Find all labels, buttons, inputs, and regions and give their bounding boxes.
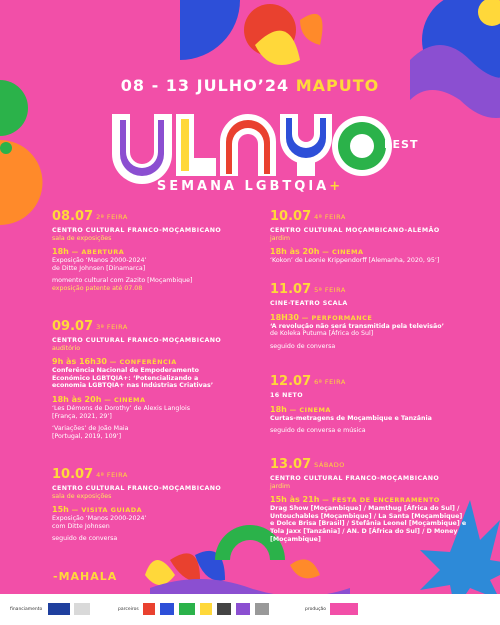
event-venue: 16 NETO bbox=[270, 392, 303, 399]
lineup-line: Drag Show [Moçambique] / Mamthug [África do Sul] / bbox=[270, 505, 460, 513]
blue-quarter-shape bbox=[180, 0, 240, 60]
event-time: 18h bbox=[270, 404, 287, 414]
event-activity: CINEMA bbox=[331, 248, 364, 257]
mahala-label: -MAHALA bbox=[53, 570, 118, 583]
event-time: 15h bbox=[52, 505, 69, 515]
event-venue: CENTRO CULTURAL MOÇAMBICANO-ALEMÃO bbox=[270, 227, 440, 234]
event-activity: PERFORMANCE bbox=[311, 313, 373, 322]
ulayo-fest-logo bbox=[112, 114, 419, 178]
event-12-07: 12.07 $^{6ª FEIRA}$ 16 NETO 18h — CINEMA Curtas-metragens de Moçambique e Tanzânia seguido de conversa e música bbox=[270, 375, 470, 435]
lineup-line: [Moçambique] bbox=[270, 535, 321, 543]
date-range: 08 - 13 JULHO’24 bbox=[120, 76, 290, 95]
event-note: exposição patente até 07.08 bbox=[52, 284, 143, 292]
event-weekday: 4ª FEIRA bbox=[314, 213, 346, 221]
event-time: 18h às 20h bbox=[270, 247, 320, 257]
event-08-07: 08.07 $^{2ª FEIRA}$ CENTRO CULTURAL FRANCO-MOÇAMBICANO sala de exposições 18h — ABERTURA Exposição ‘Manos 2000-2024’ de Ditte Johnsen [Dinamarca] momento cultural com Zazito [Moçambique] exposição patente até 07.08 bbox=[52, 210, 257, 293]
event-11-07: 11.07 $^{5ª FEIRA}$ CINE-TEATRO SCALA 18H30 — PERFORMANCE ‘A revolução não será transmitida pela televisão’ de Koleka Putuma [África do Sul] seguido de conversa bbox=[270, 283, 470, 350]
event-venue: CENTRO CULTURAL FRANCO-MOÇAMBICANO bbox=[270, 475, 440, 482]
event-day: 08.07 bbox=[52, 209, 94, 224]
event-room: jardim bbox=[270, 482, 290, 490]
event-extra: seguido de conversa bbox=[52, 535, 118, 543]
event-activity: CINEMA bbox=[299, 405, 331, 414]
orange-drop-bottom bbox=[290, 559, 320, 578]
event-day: 12.07 bbox=[270, 374, 312, 389]
event-venue: CENTRO CULTURAL FRANCO-MOÇAMBICANO bbox=[52, 337, 222, 344]
partners-label: parceiros bbox=[118, 607, 139, 612]
partner-logo bbox=[179, 603, 195, 615]
partner-logo bbox=[255, 603, 269, 615]
event-day: 10.07 bbox=[270, 209, 312, 224]
event-line: economia LGBTQIA+ nas Indústrias Criativas’ bbox=[52, 382, 214, 390]
production-label: produção bbox=[305, 607, 327, 612]
event-venue: CENTRO CULTURAL FRANCO-MOÇAMBICANO bbox=[52, 485, 222, 492]
event-venue: CINE-TEATRO SCALA bbox=[270, 300, 348, 307]
film-line: ‘Variações’ de João Maia bbox=[52, 425, 129, 433]
event-line: de Koleka Putuma [África do Sul] bbox=[270, 330, 374, 338]
event-day: 09.07 bbox=[52, 319, 94, 334]
sponsor-logo bbox=[74, 603, 90, 615]
event-room: sala de exposições bbox=[52, 492, 112, 500]
film-line: [França, 2021, 29’] bbox=[52, 412, 112, 420]
event-line: ‘Kokon’ de Leonie Krippendorff [Alemanha, 2020, 95’] bbox=[270, 257, 440, 265]
partner-logo bbox=[236, 603, 250, 615]
event-line: Curtas-metragens de Moçambique e Tanzânia bbox=[270, 414, 432, 422]
event-activity: VISITA GUIADA bbox=[81, 506, 143, 515]
event-time: 15h às 21h bbox=[270, 495, 320, 505]
event-activity: ABERTURA bbox=[81, 248, 125, 257]
event-activity: CINEMA bbox=[113, 395, 146, 404]
event-line: Exposição ‘Manos 2000-2024’ bbox=[52, 257, 147, 265]
event-activity: CONFERÊNCIA bbox=[119, 358, 177, 367]
film-line: [Portugal, 2019, 109’] bbox=[52, 432, 122, 440]
event-line: com Ditte Johnsen bbox=[52, 522, 110, 530]
event-line: Conferência Nacional de Empoderamento bbox=[52, 367, 199, 375]
event-weekday: 4ª FEIRA bbox=[96, 471, 128, 479]
producer-logo bbox=[330, 603, 358, 615]
event-room: jardim bbox=[270, 234, 290, 242]
orange-petal bbox=[300, 14, 323, 45]
subtitle bbox=[0, 179, 500, 194]
event-room: sala de exposições bbox=[52, 234, 112, 242]
event-day: 10.07 bbox=[52, 467, 94, 482]
event-day: 11.07 bbox=[270, 282, 312, 297]
partner-logo bbox=[160, 603, 174, 615]
partner-logo bbox=[217, 603, 231, 615]
financing-label: financiamento bbox=[10, 607, 43, 612]
subtitle-text: SEMANA LGBTQIA bbox=[156, 179, 330, 194]
event-weekday: 5ª FEIRA bbox=[314, 286, 346, 294]
event-time: 18H30 bbox=[270, 312, 299, 322]
event-extra: seguido de conversa bbox=[270, 342, 336, 350]
event-10-07-left: 10.07 $^{4ª FEIRA}$ CENTRO CULTURAL FRANCO-MOÇAMBICANO sala de exposições 15h — VISITA GUIADA Exposição ‘Manos 2000-2024’ com Ditte Johnsen seguido de conversa bbox=[52, 468, 257, 543]
event-line: Económico LGBTQIA+: ‘Potencializando a bbox=[52, 374, 199, 382]
event-weekday: 3ª FEIRA bbox=[96, 323, 128, 331]
event-line: de Ditte Johnsen [Dinamarca] bbox=[52, 264, 146, 272]
event-09-07: 09.07 $^{3ª FEIRA}$ CENTRO CULTURAL FRANCO-MOÇAMBICANO auditório 9h às 16h30 — CONFERÊNCIA Conferência Nacional de Empoderamento Económico LGBTQIA+: ‘Potencializando a economia LGBTQIA+ nas Indústrias Criativas’ 18h às 20h — CINEMA ‘Les Démons de Dorothy’ de Alexis Langlois [França, 2021, 29’] ‘Variações’ de João Maia [Portugal, 2019, 109’] bbox=[52, 320, 257, 440]
film-line: ‘Les Démons de Dorothy’ de Alexis Langlois bbox=[52, 404, 191, 412]
event-activity: FESTA DE ENCERRAMENTO bbox=[331, 496, 440, 505]
yellow-petal-bottom bbox=[145, 560, 175, 585]
lineup-line: Tola Jaxx [Tanzânia] / AN. D [África do Sul] / D Money bbox=[270, 527, 458, 535]
event-line: ‘A revolução não será transmitida pela televisão’ bbox=[270, 322, 444, 330]
eu-flag-logo bbox=[48, 603, 70, 615]
event-time: 18h às 20h bbox=[52, 394, 102, 404]
event-time: 18h bbox=[52, 247, 69, 257]
event-extra: seguido de conversa e música bbox=[270, 427, 366, 435]
red-petal-bottom bbox=[170, 553, 200, 581]
partner-logo bbox=[200, 603, 212, 615]
event-weekday: SÁBADO bbox=[314, 461, 345, 469]
event-venue: CENTRO CULTURAL FRANCO-MOÇAMBICANO bbox=[52, 227, 222, 234]
logo-fest: FEST bbox=[384, 138, 419, 151]
city: MAPUTO bbox=[295, 76, 380, 95]
festival-dates bbox=[0, 76, 500, 95]
event-10-07-right: 10.07 $^{4ª FEIRA}$ CENTRO CULTURAL MOÇAMBICANO-ALEMÃO jardim 18h às 20h — CINEMA ‘Kokon’ de Leonie Krippendorff [Alemanha, 2020, 95’] bbox=[270, 210, 470, 265]
partner-logo bbox=[143, 603, 155, 615]
lineup-line: e Dolce Brisa [Brasil] / Stefânia Leonel [Moçambique] e bbox=[270, 520, 467, 528]
event-room: auditório bbox=[52, 344, 81, 352]
event-time: 9h às 16h30 bbox=[52, 357, 107, 367]
event-day: 13.07 bbox=[270, 457, 312, 472]
event-extra: momento cultural com Zazito [Moçambique] bbox=[52, 277, 193, 285]
event-13-07: 13.07 $^{SÁBADO}$ CENTRO CULTURAL FRANCO-MOÇAMBICANO jardim 15h às 21h — FESTA DE ENCERRAMENTO Drag Show [Moçambique] / Mamthug [África do Sul] / Untouchables [Moçambique] / La Santa [Moçambique] e Dolce Brisa [Brasil] / Stefânia Leonel [Moçambique] e Tola Jaxx [Tanzânia] / AN. D [África do Sul] / D Money [Moçambique] bbox=[270, 458, 470, 543]
event-weekday: 6ª FEIRA bbox=[314, 378, 346, 386]
event-line: Exposição ‘Manos 2000-2024’ bbox=[52, 515, 147, 523]
sponsor-footer bbox=[0, 594, 500, 625]
subtitle-plus: + bbox=[329, 179, 344, 194]
event-weekday: 2ª FEIRA bbox=[96, 213, 128, 221]
lineup-line: Untouchables [Moçambique] / La Santa [Moçambique] bbox=[270, 512, 463, 520]
green-dot-left bbox=[0, 142, 12, 154]
